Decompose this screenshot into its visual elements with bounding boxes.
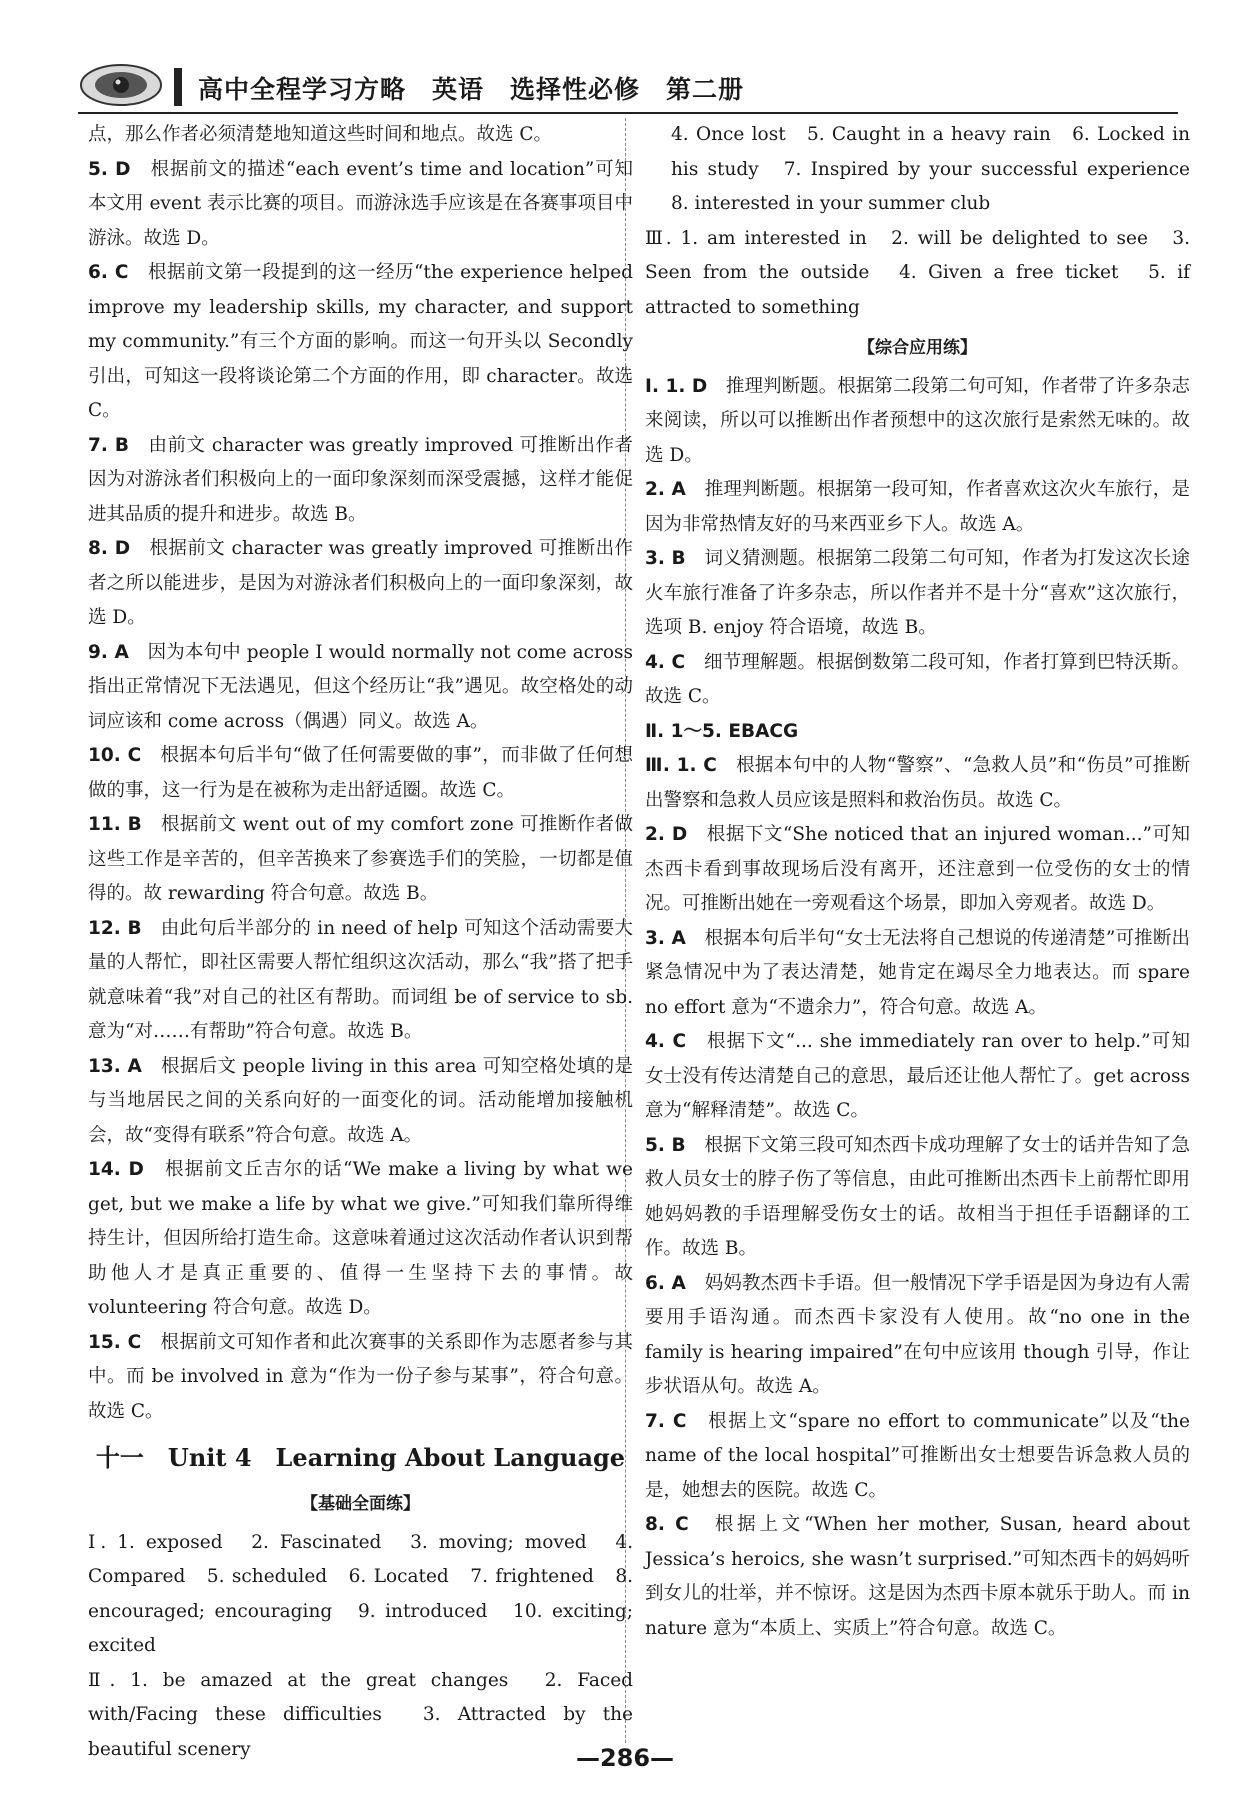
answer-explanation: 根据前文第一段提到的这一经历“the experience helped improve my leadership skills, my character, and support my community.”有三个方面的影响。而这一句开头以 Secondly 引出，可知这一段将谈论第二个方面的作用，即 character。故选 C。 <box>88 262 633 421</box>
answer-number: 4. C <box>645 651 686 673</box>
answer-explanation: 推理判断题。根据第一段可知，作者喜欢这次火车旅行，是因为非常热情友好的马来西亚乡下人。故选 A。 <box>645 479 1190 535</box>
header-bar <box>174 68 182 106</box>
answer-number: 14. D <box>88 1159 144 1180</box>
answer-item <box>88 1326 633 1430</box>
answer-number: 8. C <box>645 1514 689 1535</box>
answer-explanation: 根据后文 people living in this area 可知空格处填的是与当地居民之间的关系向好的一面变化的词。活动能增加接触机会，故“变得有联系”符合句意。故选 A。 <box>88 1055 634 1146</box>
answer-number: 6. A <box>645 1272 686 1294</box>
answer-item <box>645 542 1190 646</box>
answer-item <box>645 818 1190 922</box>
answer-explanation: 根据前文 character was greatly improved 可推断出作者之所以能进步，是因为对游泳者们积极向上的一面印象深刻，故选 D。 <box>88 538 633 628</box>
answer-explanation: 根据前文丘吉尔的话“We make a living by what we get, but we make a life by what we give.”可知我们靠所得维持生计，但因所给打造生命。这意味着通过这次活动作者认识到帮助他人才是真正重要的、值得一生坚持下去的事情。故 volunteering 符合句意。故选 D。 <box>88 1159 633 1318</box>
answer-number: 6. C <box>88 262 129 283</box>
answer-number: 8. D <box>88 538 131 559</box>
answer-number: 4. C <box>645 1031 687 1052</box>
page-header <box>78 60 1178 112</box>
answer-number: 11. B <box>88 814 142 835</box>
answer-item <box>645 749 1190 818</box>
answer-explanation: 根据下文“She noticed that an injured woman...”可知杰西卡看到事故现场后没有离开，还注意到一位受伤的女士的情况。可推断出她在一旁观看这个场景，即加入旁观者。故选 D。 <box>645 824 1190 914</box>
answer-item <box>88 1153 633 1326</box>
answer-item <box>645 1267 1190 1405</box>
answer-explanation: 根据下文第三段可知杰西卡成功理解了女士的话并告知了急救人员女士的脖子伤了等信息，由此可推断出杰西卡上前帮忙即用她妈妈教的手语理解受伤女士的话。故相当于担任手语翻译的工作。故选 B。 <box>645 1134 1190 1259</box>
answer-number: 3. B <box>645 548 686 569</box>
answer-item <box>88 912 633 1050</box>
answer-number: 7. C <box>645 1410 687 1432</box>
answer-number: 2. D <box>645 824 688 845</box>
answer-number: 7. B <box>88 434 129 456</box>
answer-number: Ⅱ. 1～5. EBACG <box>645 720 799 742</box>
answer-number: 15. C <box>88 1331 142 1353</box>
answer-item <box>645 473 1190 542</box>
answer-item <box>645 1508 1190 1646</box>
answer-continuation: 点，那么作者必须清楚地知道这些时间和地点。故选 C。 <box>88 124 553 145</box>
answer-item <box>88 636 633 740</box>
unit-title: 十一 Unit 4 Learning About Language <box>95 1443 626 1472</box>
answer-explanation: 根据本句后半句“做了任何需要做的事”，而非做了任何想做的事，这一行为是在被称为走出舒适圈。故选 C。 <box>88 745 633 801</box>
answer-number: 10. C <box>88 745 142 766</box>
answer-item <box>88 153 633 257</box>
basic-part1: Ⅰ. 1. exposed 2. Fascinated 3. moving; moved 4. Compared 5. scheduled 6. Located 7. frightened 8. encouraged; encouraging 9. introduced 10. exciting; excited <box>88 1531 633 1656</box>
answer-number: Ⅰ. 1. D <box>645 375 708 397</box>
header-divider <box>78 112 1178 114</box>
answer-item <box>88 532 633 636</box>
answer-item <box>645 1405 1190 1509</box>
answer-item <box>645 1025 1190 1129</box>
answer-explanation: 根据上文“When her mother, Susan, heard about Jessica’s heroics, she wasn’t surprised.”可知杰西卡的妈妈听到女儿的壮举，并不惊讶。这是因为杰西卡原本就乐于助人。而 in nature 意为“本质上、实质上”符合句意。故选 C。 <box>645 1514 1190 1639</box>
answer-item <box>645 370 1190 474</box>
answer-item <box>645 715 1190 750</box>
answer-explanation: 根据前文可知作者和此次赛事的关系即作为志愿者参与其中。而 be involved in 意为“作为一份子参与某事”，符合句意。故选 C。 <box>88 1331 633 1422</box>
answer-explanation: 由前文 character was greatly improved 可推断出作者因为对游泳者们积极向上的一面印象深刻而深受震撼，这样才能促进其品质的提升和进步。故选 B。 <box>88 434 633 525</box>
answer-number: 12. B <box>88 917 142 939</box>
basic-part2: Ⅱ. 1. be amazed at the great changes 2. Faced with/Facing these difficulties 3. Attracted by the beautiful scenery <box>88 1669 633 1760</box>
answer-item <box>88 429 633 533</box>
answer-explanation: 妈妈教杰西卡手语。但一般情况下学手语是因为身边有人需要用手语沟通。而杰西卡家没有人使用。故“no one in the family is hearing impaired”在句中应该用 though 引导，作让步状语从句。故选 A。 <box>645 1272 1190 1397</box>
answer-explanation: 细节理解题。根据倒数第二段可知，作者打算到巴特沃斯。故选 C。 <box>645 651 1190 707</box>
part2-continuation: 4. Once lost 5. Caught in a heavy rain 6. Locked in his study 7. Inspired by your successful experience 8. interested in your summer club <box>671 124 1209 214</box>
answer-explanation: 根据上文“spare no effort to communicate”以及“the name of the local hospital”可推断出女士想要告诉急救人员的是，她想去的医院。故选 C。 <box>645 1410 1190 1501</box>
answer-item <box>88 739 633 808</box>
answer-number: 9. A <box>88 641 129 663</box>
publisher-logo-icon <box>78 62 164 108</box>
right-column <box>645 118 1209 1646</box>
answer-number: 5. B <box>645 1134 686 1156</box>
answer-item <box>88 1050 633 1154</box>
left-column <box>88 118 633 1767</box>
answer-item <box>645 922 1190 1026</box>
book-title: 高中全程学习方略 英语 选择性必修 第二册 <box>198 75 745 104</box>
answer-number: 3. A <box>645 927 686 949</box>
answer-explanation: 根据前文的描述“each event’s time and location”可知本文用 event 表示比赛的项目。而游泳选手应该是在各赛事项目中游泳。故选 D。 <box>88 158 633 249</box>
answer-number: Ⅲ. 1. C <box>645 755 717 776</box>
answer-explanation: 由此句后半部分的 in need of help 可知这个活动需要大量的人帮忙，即社区需要人帮忙组织这次活动，那么“我”搭了把手就意味着“我”对自己的社区有帮助。而词组 be of service to sb. 意为“对……有帮助”符合句意。故选 B。 <box>88 917 633 1042</box>
comprehensive-label: 【综合应用练】 <box>858 338 977 358</box>
answer-explanation: 推理判断题。根据第二段第二句可知，作者带了许多杂志来阅读，所以可以推断出作者预想中的这次旅行是索然无味的。故选 D。 <box>645 375 1190 466</box>
answer-item <box>88 808 633 912</box>
answer-number: 5. D <box>88 158 131 180</box>
answer-number: 2. A <box>645 479 686 500</box>
answer-item <box>645 1129 1190 1267</box>
basic-part3: Ⅲ. 1. am interested in 2. will be delighted to see 3. Seen from the outside 4. Given a free ticket 5. if attracted to something <box>645 227 1190 318</box>
answer-explanation: 词义猜测题。根据第二段第二句可知，作者为打发这次长途火车旅行准备了许多杂志，所以作者并不是十分“喜欢”这次旅行，选项 B. enjoy 符合语境，故选 B。 <box>645 548 1190 638</box>
answer-item <box>645 646 1190 715</box>
answer-item <box>88 256 633 429</box>
page-number: —286— <box>575 1744 675 1772</box>
answer-explanation: 根据前文 went out of my comfort zone 可推断作者做这些工作是辛苦的，但辛苦换来了参赛选手们的笑脸，一切都是值得的。故 rewarding 符合句意。故选 B。 <box>88 814 633 904</box>
answer-number: 13. A <box>88 1055 142 1077</box>
basic-practice-label: 【基础全面练】 <box>301 1494 420 1514</box>
answer-explanation: 根据下文“... she immediately ran over to help.”可知女士没有传达清楚自己的意思，最后还让他人帮忙了。get across 意为“解释清楚”。故选 C。 <box>645 1031 1190 1121</box>
answer-explanation: 因为本句中 people I would normally not come across 指出正常情况下无法遇见，但这个经历让“我”遇见。故空格处的动词应该和 come across（偶遇）同义。故选 A。 <box>88 641 633 732</box>
answer-explanation: 根据本句中的人物“警察”、“急救人员”和“伤员”可推断出警察和急救人员应该是照料和救治伤员。故选 C。 <box>645 755 1190 811</box>
answer-explanation: 根据本句后半句“女士无法将自己想说的传递清楚”可推断出紧急情况中为了表达清楚，她肯定在竭尽全力地表达。而 spare no effort 意为“不遗余力”，符合句意。故选 A。 <box>645 927 1190 1018</box>
